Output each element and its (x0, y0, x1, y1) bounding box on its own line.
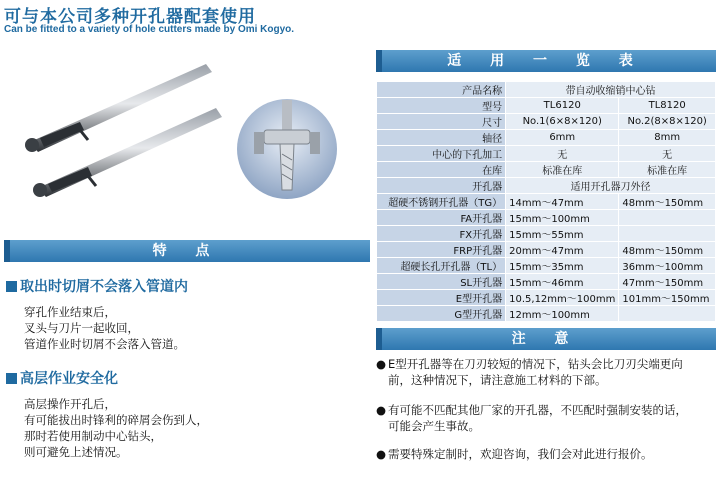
table-bar (376, 50, 716, 72)
square-icon (6, 281, 17, 292)
note-2 (376, 402, 718, 434)
cell-c1: 6mm (506, 130, 619, 146)
note-line: 前，这种情况下，请注意施工材料的下部。 (388, 373, 607, 387)
row-label: FA开孔器 (377, 210, 506, 226)
row-label: 超硬长孔开孔器（TL） (377, 258, 506, 274)
feature-line: 则可避免上述情况。 (24, 445, 128, 459)
notes-bar-label: 注 意 (511, 331, 581, 347)
cell-c2 (619, 306, 716, 322)
row-label: G型开孔器 (377, 306, 506, 322)
cell-c1: 15mm～55mm (506, 226, 619, 242)
table-row (377, 98, 716, 114)
cell-c1: 无 (506, 146, 619, 162)
features-bar (4, 240, 370, 262)
table-row (377, 210, 716, 226)
cell-c1: 标准在库 (506, 162, 619, 178)
cell-c1: 14mm～47mm (506, 194, 619, 210)
table-row (377, 242, 716, 258)
row-label: FX开孔器 (377, 226, 506, 242)
cell-c1: 15mm～35mm (506, 258, 619, 274)
table-row (377, 258, 716, 274)
cell-c2: 48mm～150mm (619, 242, 716, 258)
feature-text-2 (24, 396, 208, 460)
feature-line: 穿孔作业结束后， (24, 305, 116, 319)
feature-heading-1-text: 取出时切屑不会落入管道内 (20, 279, 188, 295)
row-label: 型号 (377, 98, 506, 114)
cell-c2: 无 (619, 146, 716, 162)
feature-heading-1 (6, 276, 188, 296)
feature-line: 高层操作开孔后， (24, 397, 116, 411)
table-row (377, 146, 716, 162)
bar-accent (4, 240, 10, 262)
table-row (377, 130, 716, 146)
cell-c1: 10.5,12mm～100mm (506, 290, 619, 306)
drill-bits-image (10, 50, 232, 200)
cell-c2: 48mm～150mm (619, 194, 716, 210)
page-subtitle: Can be fitted to a variety of hole cutters made by Omi Kogyo. (4, 24, 295, 35)
cell-c1: TL6120 (506, 98, 619, 114)
cell-c2: 47mm～150mm (619, 274, 716, 290)
feature-line: 管道作业时切屑不会落入管道。 (24, 337, 185, 351)
row-label: 尺寸 (377, 114, 506, 130)
cell-c2 (619, 226, 716, 242)
cell-c1: 12mm～100mm (506, 306, 619, 322)
row-label: 轴径 (377, 130, 506, 146)
table-row (377, 82, 716, 98)
row-span-value: 适用开孔器刀外径 (506, 178, 716, 194)
table-row (377, 114, 716, 130)
table-row (377, 274, 716, 290)
cell-c2: 8mm (619, 130, 716, 146)
bullet-icon: ● (376, 447, 387, 461)
cell-c1: No.1(6×8×120) (506, 114, 619, 130)
row-label: FRP开孔器 (377, 242, 506, 258)
feature-line: 叉头与刀片一起收回， (24, 321, 139, 335)
note-line: 可能会产生事故。 (388, 419, 480, 433)
row-label: 超硬不锈钢开孔器（TG） (377, 194, 506, 210)
note-line: 有可能不匹配其他厂家的开孔器，不匹配时强制安装的话， (388, 403, 687, 417)
feature-line: 有可能拔出时锋利的碎屑会伤到人， (24, 413, 208, 427)
row-label: E型开孔器 (377, 290, 506, 306)
table-row (377, 226, 716, 242)
cell-c1: 20mm～47mm (506, 242, 619, 258)
square-icon (6, 373, 17, 384)
cell-c1: 15mm～46mm (506, 274, 619, 290)
cell-c2: No.2(8×8×120) (619, 114, 716, 130)
feature-heading-2 (6, 368, 118, 388)
hole-cutter-photo (236, 98, 338, 200)
row-label: SL开孔器 (377, 274, 506, 290)
page-title: 可与本公司多种开孔器配套使用 (4, 7, 256, 27)
row-label: 开孔器 (377, 178, 506, 194)
spec-table (376, 81, 716, 322)
table-row (377, 194, 716, 210)
cell-c1: 15mm～100mm (506, 210, 619, 226)
table-bar-label: 适 用 一 览 表 (447, 53, 645, 69)
feature-heading-2-text: 高层作业安全化 (20, 371, 118, 387)
table-row (377, 162, 716, 178)
drill-bit-upper (25, 64, 212, 152)
row-span-value: 带自动收缩销中心钻 (506, 82, 716, 98)
bar-accent (376, 50, 382, 72)
row-label: 中心的下孔加工 (377, 146, 506, 162)
cell-c2: TL8120 (619, 98, 716, 114)
note-line: 需要特殊定制时，欢迎咨询，我们会对此进行报价。 (388, 447, 653, 461)
cell-c2 (619, 210, 716, 226)
notes-bar (376, 328, 716, 350)
table-row (377, 290, 716, 306)
note-line: E型开孔器等在刀刃较短的情况下，钻头会比刀刃尖端更向 (388, 357, 683, 371)
cell-c2: 标准在库 (619, 162, 716, 178)
feature-line: 那时若使用制动中心钻头， (24, 429, 162, 443)
note-1 (376, 356, 718, 388)
row-label: 在库 (377, 162, 506, 178)
cell-c2: 36mm～100mm (619, 258, 716, 274)
row-label: 产品名称 (377, 82, 506, 98)
note-3 (376, 446, 718, 462)
table-row (377, 306, 716, 322)
drill-bit-lower (33, 108, 222, 197)
features-bar-label: 特 点 (152, 243, 222, 259)
bullet-icon: ● (376, 403, 387, 417)
bar-accent (376, 328, 382, 350)
cell-c2: 101mm～150mm (619, 290, 716, 306)
feature-text-1 (24, 304, 185, 352)
bullet-icon: ● (376, 357, 387, 371)
table-row (377, 178, 716, 194)
